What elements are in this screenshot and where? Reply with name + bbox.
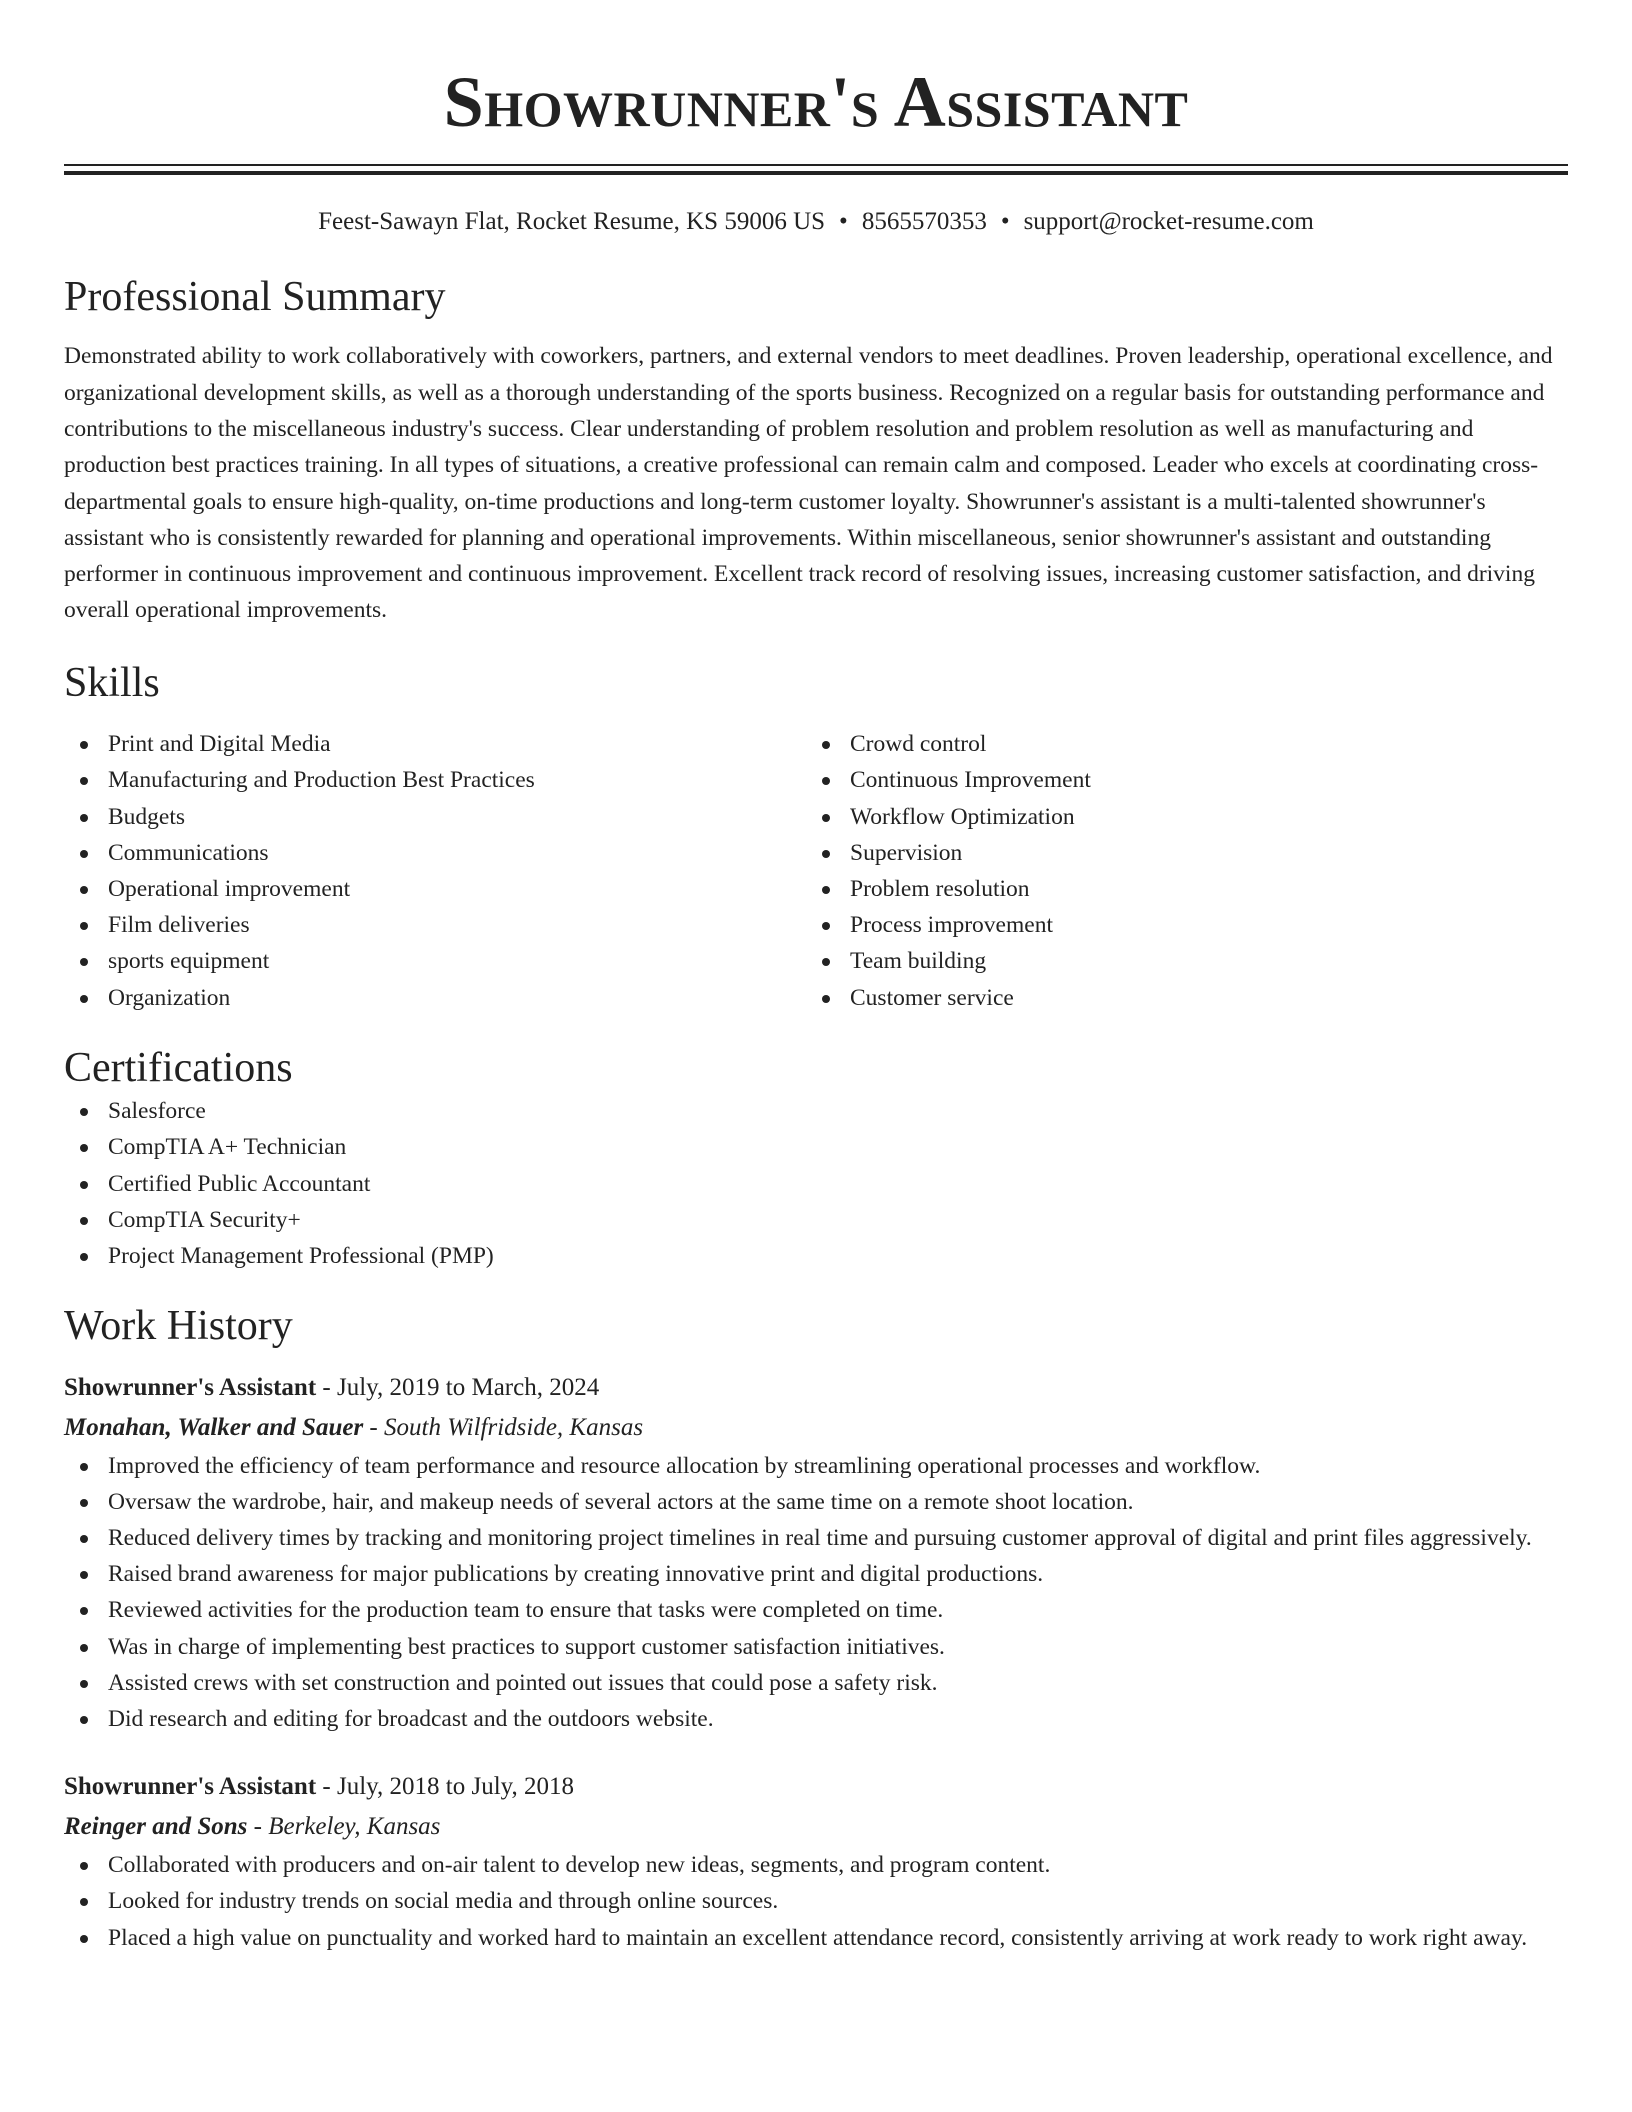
skills-heading: Skills (64, 659, 160, 706)
contact-phone: 8565570353 (861, 208, 987, 235)
job-duty-item: Oversaw the wardrobe, hair, and makeup needs of several actors at the same time on a remote shoot location. (64, 1484, 1568, 1520)
title-divider (64, 164, 1568, 175)
skill-item: Customer service (806, 980, 1548, 1016)
job-duty-item: Collaborated with producers and on-air talent to develop new ideas, segments, and program content. (64, 1847, 1568, 1883)
job-company-line (64, 1807, 1568, 1847)
job-location: - Berkeley, Kansas (247, 1813, 441, 1841)
skill-item: sports equipment (64, 943, 806, 979)
skills-list-left (64, 726, 806, 1016)
job-duty-item: Improved the efficiency of team performance and resource allocation by streamlining operational processes and workflow. (64, 1448, 1568, 1484)
job-entry (64, 1368, 1568, 1738)
skills-list-right (806, 726, 1548, 1016)
job-duty-item: Reduced delivery times by tracking and monitoring project timelines in real time and pursuing customer approval of digital and print files aggressively. (64, 1520, 1568, 1556)
certification-item: Salesforce (64, 1093, 1568, 1129)
job-duty-item: Looked for industry trends on social media and through online sources. (64, 1883, 1568, 1919)
job-duty-item: Placed a high value on punctuality and worked hard to maintain an excellent attendance record, consistently arriving at work ready to work right away. (64, 1920, 1568, 1956)
certifications-list (64, 1093, 1568, 1274)
resume-title: Showrunner's Assistant (443, 62, 1189, 142)
summary-heading: Professional Summary (64, 274, 446, 320)
job-duties-list (64, 1847, 1568, 1956)
job-dates: - July, 2019 to March, 2024 (316, 1373, 600, 1401)
contact-separator: • (1000, 208, 1010, 235)
job-duty-item: Did research and editing for broadcast and the outdoors website. (64, 1701, 1568, 1737)
skill-item: Crowd control (806, 726, 1548, 762)
certification-item: CompTIA Security+ (64, 1202, 1568, 1238)
skill-item: Process improvement (806, 907, 1548, 943)
job-company-line (64, 1408, 1568, 1448)
job-dates: - July, 2018 to July, 2018 (316, 1773, 575, 1801)
job-duty-item: Was in charge of implementing best practices to support customer satisfaction initiatives. (64, 1629, 1568, 1665)
skill-item: Team building (806, 943, 1548, 979)
job-header (64, 1368, 1568, 1408)
contact-address: Feest-Sawayn Flat, Rocket Resume, KS 59006 US (318, 208, 826, 235)
certification-item: Certified Public Accountant (64, 1166, 1568, 1202)
summary-text: Demonstrated ability to work collaboratively with coworkers, partners, and external vendors to meet deadlines. Proven leadership, operational excellence, and organizational development skills, as well as a thorough understanding of the sports business. Recognized on a regular basis for outstanding performance and contributions to the miscellaneous industry's success. Clear understanding of problem resolution and problem resolution as well as manufacturing and production best practices training. In all types of situations, a creative professional can remain calm and composed. Leader who excels at coordinating cross-departmental goals to ensure high-quality, on-time productions and long-term customer loyalty. Showrunner's assistant is a multi-talented showrunner's assistant who is consistently rewarded for planning and operational improvements. Within miscellaneous, senior showrunner's assistant and outstanding performer in continuous improvement and continuous improvement. Excellent track record of resolving issues, increasing customer satisfaction, and driving overall operational improvements. (64, 343, 1553, 624)
skill-item: Manufacturing and Production Best Practices (64, 762, 806, 798)
skills-grid (64, 726, 1568, 1016)
skill-item: Supervision (806, 835, 1548, 871)
work-history-heading: Work History (64, 1303, 293, 1350)
job-header (64, 1767, 1568, 1807)
job-duty-item: Assisted crews with set construction and pointed out issues that could pose a safety risk. (64, 1665, 1568, 1701)
skill-item: Organization (64, 980, 806, 1016)
skill-item: Workflow Optimization (806, 799, 1548, 835)
contact-separator: • (839, 208, 848, 235)
contact-email: support@rocket-resume.com (1023, 208, 1314, 235)
certification-item: Project Management Professional (PMP) (64, 1238, 1568, 1274)
skill-item: Continuous Improvement (806, 762, 1548, 798)
job-title: Showrunner's Assistant (64, 1773, 317, 1801)
certification-item: CompTIA A+ Technician (64, 1129, 1568, 1165)
skill-item: Film deliveries (64, 907, 806, 943)
job-entry (64, 1767, 1568, 1956)
certifications-heading: Certifications (64, 1044, 293, 1091)
job-duty-item: Reviewed activities for the production team to ensure that tasks were completed on time. (64, 1592, 1568, 1628)
job-location: - South Wilfridside, Kansas (363, 1413, 644, 1441)
resume-page (64, 0, 1568, 1956)
skill-item: Communications (64, 835, 806, 871)
job-company: Monahan, Walker and Sauer (64, 1413, 364, 1441)
skill-item: Budgets (64, 799, 806, 835)
job-title: Showrunner's Assistant (64, 1373, 317, 1401)
job-duties-list (64, 1448, 1568, 1738)
skill-item: Operational improvement (64, 871, 806, 907)
job-duty-item: Raised brand awareness for major publications by creating innovative print and digital productions. (64, 1556, 1568, 1592)
contact-line (64, 207, 1568, 237)
skill-item: Problem resolution (806, 871, 1548, 907)
job-company: Reinger and Sons (64, 1813, 248, 1841)
skill-item: Print and Digital Media (64, 726, 806, 762)
